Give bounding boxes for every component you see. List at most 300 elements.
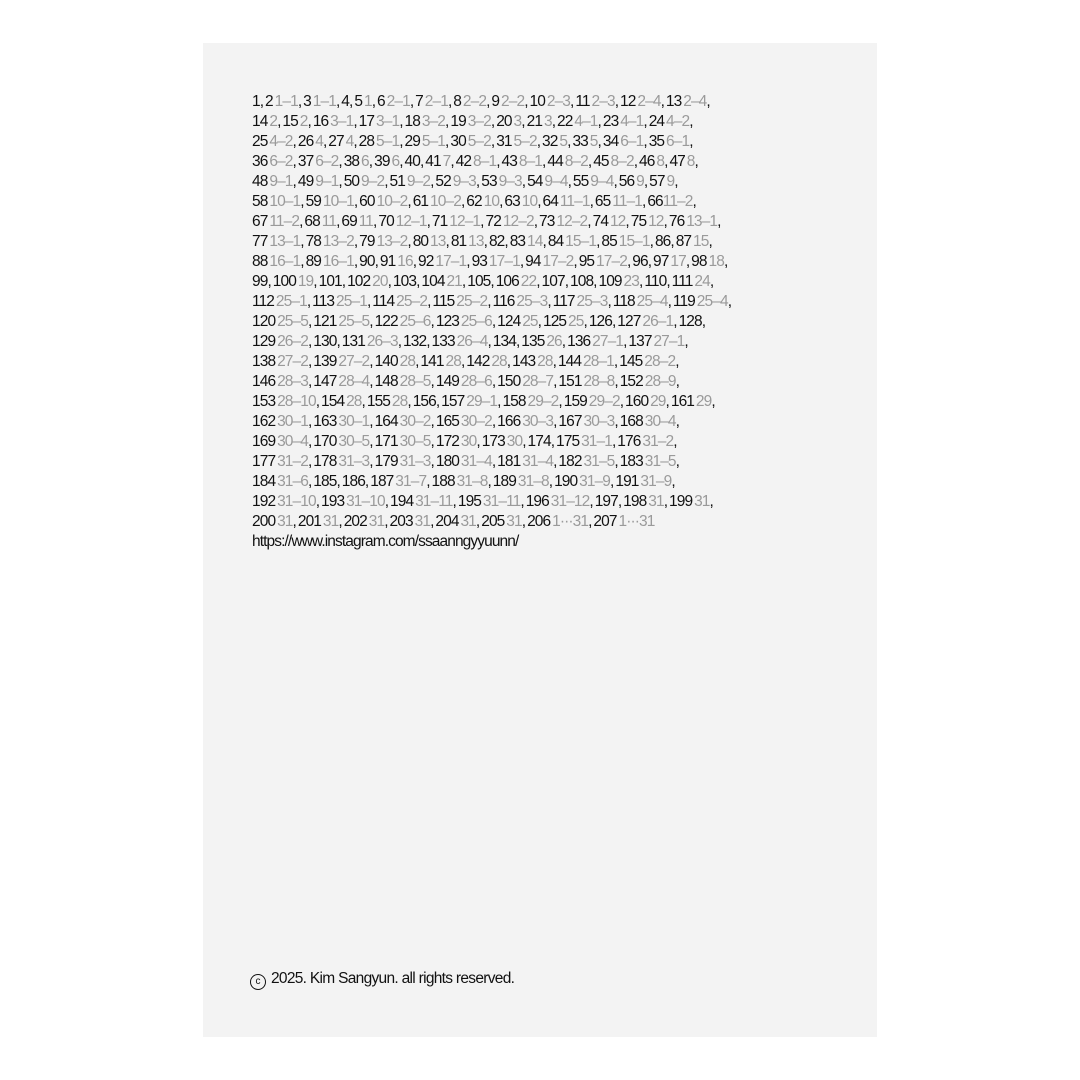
page-reference: 8–1 [473, 153, 497, 170]
index-number: , 156, 157 [407, 393, 467, 410]
index-number: , 44 [542, 153, 565, 170]
index-number: , 13 [660, 93, 684, 110]
page-reference: 29 [695, 393, 712, 410]
index-number: , 28 [353, 133, 377, 150]
index-number: , 52 [430, 173, 453, 190]
index-number: , 103, 104 [387, 273, 447, 290]
index-line [252, 212, 842, 232]
page-reference: 28 [399, 353, 416, 370]
page-reference: 28–4 [338, 373, 370, 390]
page-reference: 27–2 [277, 353, 308, 370]
page-reference: 31–11 [415, 493, 453, 510]
index-number: , 107, 108, 109 [536, 273, 624, 290]
page-reference: 5–1 [376, 133, 400, 150]
page-reference: 9–1 [269, 173, 293, 190]
index-number: , 178 [307, 453, 339, 470]
page-reference: 28–3 [277, 373, 308, 390]
page-reference: 4 [345, 133, 354, 150]
page-reference: 25–4 [696, 293, 728, 310]
page-reference: 31 [322, 513, 339, 530]
index-number: , 163 [307, 413, 339, 430]
index-number: , 161 [665, 393, 696, 410]
index-number: , 24 [643, 113, 667, 130]
page-reference: 2–1 [424, 93, 448, 110]
page-reference: 25–2 [396, 293, 428, 310]
index-number: , 143 [506, 353, 538, 370]
page-reference: 9–4 [544, 173, 568, 190]
index-number: , [689, 133, 693, 150]
document-page [203, 43, 877, 1037]
index-number: , 89 [300, 253, 323, 270]
page-reference: 31–3 [338, 453, 370, 470]
index-number: , 128, [673, 313, 706, 330]
index-number: , 176 [611, 433, 643, 450]
index-number: , 154 [315, 393, 347, 410]
page-reference: 28–5 [399, 373, 431, 390]
page-reference: 20 [372, 273, 388, 290]
index-number: , 189 [487, 473, 518, 490]
index-number: , 93 [466, 253, 489, 270]
page-reference: 25–6 [399, 313, 431, 330]
index-number: , 168 [614, 413, 645, 430]
page-reference: 17 [670, 253, 686, 270]
page-reference: 12–2 [502, 213, 534, 230]
index-number: , 68 [299, 213, 322, 230]
index-number: , 85 [596, 233, 619, 250]
page-reference: 31–6 [277, 473, 308, 490]
index-number: , 62 [460, 193, 484, 210]
index-number: , 134, 135 [487, 333, 547, 350]
page-reference: 22 [520, 273, 537, 290]
index-number: , 132, 133 [397, 333, 457, 350]
page-reference: 30–4 [644, 413, 676, 430]
index-number: , [711, 393, 715, 410]
page-reference: 8 [656, 153, 665, 170]
page-reference: 28–10 [277, 393, 316, 410]
index-number: , 8 [447, 93, 463, 110]
index-number: , [675, 373, 680, 390]
index-number: , 114 [366, 293, 397, 310]
page-reference: 31–12 [550, 493, 590, 510]
page-reference: 8–2 [610, 153, 634, 170]
index-number: , 180 [430, 453, 461, 470]
index-number: , 140 [369, 353, 400, 370]
index-line [252, 292, 842, 312]
page-reference: 2–1 [386, 93, 410, 110]
index-line [252, 112, 842, 132]
index-number: 48 [252, 173, 270, 190]
index-number: , 31 [490, 133, 514, 150]
page-reference: 12–1 [449, 213, 481, 230]
page-reference: 12–2 [556, 213, 588, 230]
page-reference: 12 [648, 213, 664, 230]
index-number: , 81 [445, 233, 469, 250]
page-reference: 4–2 [269, 133, 293, 150]
index-number: , 50 [338, 173, 362, 190]
index-number: , 90, 91 [353, 253, 398, 270]
index-number: , 201 [292, 513, 323, 530]
page-reference: 31 [277, 513, 293, 530]
page-reference: 13–1 [269, 233, 301, 250]
index-number: , 105, 106 [461, 273, 521, 290]
page-reference: 25–4 [636, 293, 668, 310]
index-number: , 152 [614, 373, 645, 390]
index-number: , 130, 131 [307, 333, 367, 350]
index-line [252, 132, 842, 152]
page-reference: 30–2 [460, 413, 492, 430]
page-reference: 31–2 [277, 453, 308, 470]
index-number: , 18 [399, 113, 422, 130]
page-reference: 31 [414, 513, 431, 530]
page-reference: 2 [269, 113, 278, 130]
index-line [252, 452, 842, 472]
page-reference: 3–2 [467, 113, 491, 130]
page-reference: 9–2 [361, 173, 385, 190]
index-number: , 79 [353, 233, 377, 250]
page-reference: 5–2 [467, 133, 491, 150]
index-number: 129 [252, 333, 278, 350]
index-number: , 123 [430, 313, 461, 330]
page-reference: 11–1 [559, 193, 590, 210]
index-number: 112 [252, 293, 276, 310]
index-number: , 167 [553, 413, 584, 430]
index-number: 1, 2 [252, 93, 275, 110]
index-number: , 9 [486, 93, 502, 110]
page-reference: 3 [513, 113, 522, 130]
index-number: , 40, 41 [399, 153, 443, 170]
index-number: , 59 [300, 193, 323, 210]
page-reference: 30 [460, 433, 477, 450]
index-number: , 33 [567, 133, 590, 150]
page-reference: 19 [297, 273, 314, 290]
index-line [252, 172, 842, 192]
page-reference: 6 [361, 153, 369, 170]
page-reference: 16–1 [322, 253, 354, 270]
index-number: , [694, 153, 698, 170]
index-number: , 35 [643, 133, 667, 150]
page-reference: 1–1 [274, 93, 298, 110]
index-number: , [727, 293, 732, 310]
page-reference: 26–4 [456, 333, 488, 350]
page-reference: 10–1 [269, 193, 301, 210]
index-number: , 148 [369, 373, 400, 390]
index-number: , 94 [519, 253, 543, 270]
copyright-text: 2025. Kim Sangyun. all rights reserved. [271, 970, 515, 987]
page-reference: 1–1 [312, 93, 336, 110]
page-reference: 13–2 [322, 233, 354, 250]
page-reference: 31–8 [456, 473, 488, 490]
page-reference: 15–1 [618, 233, 650, 250]
page-reference: 30–1 [277, 413, 308, 430]
index-number: 146 [252, 373, 278, 390]
index-number: , [673, 433, 677, 450]
page-reference: 26 [546, 333, 562, 350]
index-number: , 37 [292, 153, 316, 170]
index-number: , [709, 493, 713, 510]
copyright-footer [250, 970, 514, 990]
index-line [252, 492, 842, 512]
page-reference: 11–1 [612, 193, 642, 210]
index-number: , 51 [384, 173, 407, 190]
page-reference: 8–1 [518, 153, 543, 170]
index-number: , 149 [430, 373, 461, 390]
index-number: , 117 [547, 293, 577, 310]
page-reference: 24 [694, 273, 710, 290]
index-number: 58 [252, 193, 270, 210]
index-number: 192 [252, 493, 278, 510]
page-reference: 10 [521, 193, 538, 210]
index-number: , 12 [614, 93, 638, 110]
page-reference: 31 [694, 493, 710, 510]
page-reference: 30–5 [338, 433, 370, 450]
page-reference: 17–1 [435, 253, 467, 270]
page-reference: 31–8 [517, 473, 549, 490]
instagram-link[interactable]: https://www.instagram.com/ssaanngyyuunn/ [252, 533, 519, 550]
index-number: , 113 [306, 293, 337, 310]
page-reference: 25–2 [456, 293, 488, 310]
page-reference: 30–4 [277, 433, 308, 450]
page-reference: 5 [589, 133, 598, 150]
index-number: , 57 [643, 173, 667, 190]
page-reference: 28–6 [460, 373, 492, 390]
index-number: , 20 [490, 113, 514, 130]
index-number: , 205 [475, 513, 507, 530]
page-reference: 25–6 [460, 313, 492, 330]
page-reference: 31 [648, 493, 664, 510]
index-number: , 126, 127 [583, 313, 643, 330]
page-reference: 3 [543, 113, 552, 130]
index-number: , 45 [587, 153, 611, 170]
page-reference: 2–4 [637, 93, 661, 110]
index-number: , 76 [663, 213, 687, 230]
index-number: , 74 [587, 213, 610, 230]
page-reference: 26–3 [366, 333, 398, 350]
page-reference: 31–9 [579, 473, 611, 490]
page-reference: 4–1 [620, 113, 644, 130]
page-reference: 29 [650, 393, 666, 410]
index-line [252, 332, 842, 352]
index-number: , 66 [642, 193, 663, 210]
index-number: , 84 [542, 233, 566, 250]
index-number: 169 [252, 433, 278, 450]
page-reference: 25–5 [338, 313, 370, 330]
index-number: , 26 [292, 133, 316, 150]
page-reference: 31–10 [346, 493, 385, 510]
page-reference: 13 [430, 233, 446, 250]
index-number: , 121 [307, 313, 339, 330]
index-number: , 150 [491, 373, 523, 390]
index-number: , 179 [369, 453, 400, 470]
index-number: , 125 [537, 313, 569, 330]
page-reference: 2–2 [501, 93, 525, 110]
index-number: , 38 [338, 153, 362, 170]
index-number: , 78 [300, 233, 323, 250]
page-reference: 10–2 [430, 193, 461, 210]
index-number: , 64 [537, 193, 560, 210]
index-number: , 19 [445, 113, 468, 130]
page-reference: 30–3 [583, 413, 615, 430]
page-reference: 6–1 [666, 133, 690, 150]
page-reference: 28–7 [522, 373, 554, 390]
page-reference: 11 [358, 213, 374, 230]
page-reference: 6–1 [620, 133, 644, 150]
index-number: , 56 [613, 173, 637, 190]
index-lines [252, 92, 842, 532]
page-reference: 28–2 [644, 353, 676, 370]
index-line [252, 232, 842, 252]
page-reference: 26–2 [277, 333, 308, 350]
page-reference: 5–1 [421, 133, 446, 150]
index-number: , 194 [384, 493, 416, 510]
page-reference: 9–3 [498, 173, 522, 190]
index-number: , 47 [664, 153, 687, 170]
page-reference: 11–2 [662, 193, 693, 210]
page-reference: 15–1 [565, 233, 597, 250]
index-number: , 60 [353, 193, 377, 210]
index-number: , 65 [589, 193, 613, 210]
page-reference: 23 [623, 273, 639, 290]
index-number: 36 [252, 153, 270, 170]
index-number: , 11 [570, 93, 592, 110]
index-number: , [675, 353, 679, 370]
page-reference: 4–1 [574, 113, 598, 130]
page-reference: 2–3 [546, 93, 571, 110]
page-reference: 13 [468, 233, 484, 250]
page-reference: 2–2 [462, 93, 487, 110]
index-number: , 196 [520, 493, 551, 510]
page-reference: 6–2 [269, 153, 293, 170]
index-line [252, 192, 842, 212]
index-number: , 71 [426, 213, 450, 230]
page-reference: 10 [483, 193, 500, 210]
page-reference: 1···31 [618, 513, 655, 530]
index-number: , 183 [614, 453, 645, 470]
index-number: , [689, 113, 693, 130]
index-line [252, 372, 842, 392]
index-number: , 204 [430, 513, 461, 530]
page-reference: 12–1 [395, 213, 427, 230]
page-reference: 29–2 [588, 393, 620, 410]
page-reference: 6–2 [315, 153, 339, 170]
page-reference: 11 [321, 213, 337, 230]
page-reference: 27–2 [338, 353, 370, 370]
index-number: , 118 [607, 293, 637, 310]
index-number: , 164 [369, 413, 400, 430]
index-number: , 39 [368, 153, 392, 170]
index-number: , 139 [307, 353, 339, 370]
index-number: , [717, 213, 721, 230]
index-number: , 54 [521, 173, 545, 190]
page-reference: 31–11 [482, 493, 521, 510]
index-number: , 92 [412, 253, 436, 270]
page-reference: 28 [537, 353, 553, 370]
page-reference: 17–2 [542, 253, 574, 270]
index-number: , [674, 173, 678, 190]
index-number: , 6 [371, 93, 387, 110]
index-number: , [708, 233, 712, 250]
index-number: , 191 [610, 473, 641, 490]
index-number: 153 [252, 393, 278, 410]
page-reference: 31–7 [395, 473, 427, 490]
index-number: 67 [252, 213, 270, 230]
index-number: , 202 [338, 513, 369, 530]
index-number: , 55 [567, 173, 591, 190]
index-number: , 3 [297, 93, 313, 110]
page-reference: 25–3 [516, 293, 548, 310]
page-reference: 12 [609, 213, 626, 230]
page-reference: 9–3 [452, 173, 476, 190]
index-number: , 171 [369, 433, 400, 450]
page-reference: 4–2 [666, 113, 690, 130]
index-number: , 72 [480, 213, 503, 230]
page-reference: 31–10 [277, 493, 316, 510]
page-reference: 16 [397, 253, 413, 270]
page-reference: 28 [346, 393, 362, 410]
index-number: , 69 [336, 213, 359, 230]
index-line [252, 252, 842, 272]
index-number: , 4, 5 [335, 93, 364, 110]
index-number: , 80 [407, 233, 431, 250]
index-number: , [671, 473, 675, 490]
page-reference: 9–2 [406, 173, 431, 190]
index-number: 162 [252, 413, 278, 430]
index-line [252, 512, 842, 532]
page-reference: 25–1 [275, 293, 307, 310]
page-reference: 15 [693, 233, 709, 250]
index-number: , 190 [548, 473, 580, 490]
page-reference: 2 [299, 113, 308, 130]
index-number: , [684, 333, 688, 350]
index-number: , 172 [430, 433, 461, 450]
index-number: 120 [252, 313, 278, 330]
index-number: , 7 [409, 93, 425, 110]
page-index [252, 92, 842, 552]
index-number: , 34 [597, 133, 621, 150]
page-reference: 31–3 [399, 453, 431, 470]
index-number: , 165 [430, 413, 461, 430]
page-reference: 9 [636, 173, 644, 190]
index-number: 177 [252, 453, 278, 470]
page-reference: 13–2 [376, 233, 408, 250]
index-number: , 158 [497, 393, 528, 410]
page-reference: 4 [315, 133, 323, 150]
index-number: , [692, 193, 696, 210]
page-reference: 17–1 [488, 253, 520, 270]
index-number: 138 [252, 353, 278, 370]
index-number: , 206 [521, 513, 553, 530]
page-reference: 31–5 [583, 453, 615, 470]
page-reference: 14 [527, 233, 543, 250]
index-number: , 75 [625, 213, 649, 230]
page-reference: 31 [368, 513, 385, 530]
page-reference: 2–3 [591, 93, 615, 110]
index-number: , 61 [407, 193, 431, 210]
index-line [252, 472, 842, 492]
index-number: , 195 [452, 493, 483, 510]
index-number: , 10 [524, 93, 547, 110]
page-reference: 11–2 [269, 213, 300, 230]
page-reference: 8 [686, 153, 695, 170]
index-number: , 115 [427, 293, 457, 310]
index-number: , 173 [476, 433, 507, 450]
page-reference: 31–9 [640, 473, 672, 490]
index-number: , 15 [277, 113, 300, 130]
page-reference: 9–1 [315, 173, 339, 190]
page-reference: 13–1 [686, 213, 718, 230]
page-reference: 27–1 [653, 333, 685, 350]
index-number: , 46 [633, 153, 657, 170]
page-reference: 28–9 [644, 373, 676, 390]
